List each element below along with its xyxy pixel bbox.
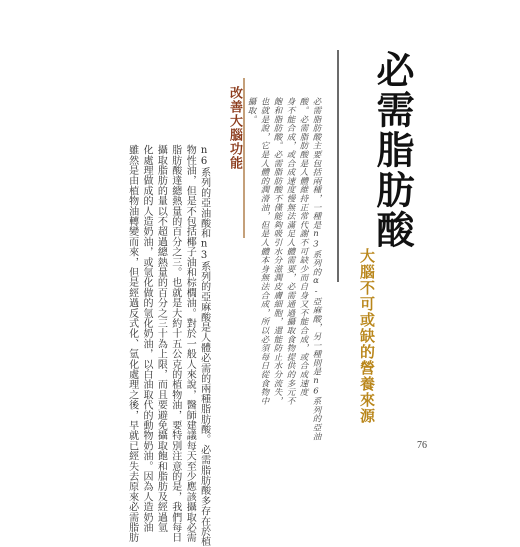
page-title: 必需脂肪酸 [370,50,415,250]
intro-line: 身不能合成，或合成速度慢無法滿足人體需要，必需通過攝取食物提供的多元不 [285,97,295,406]
intro-line: 必需脂肪酸主要包括兩種，一種是n3系列的α-亞麻酸，另一種則是n6系列的亞油 [311,97,321,441]
body-line: n6系列的亞油酸和n3系列的亞麻酸是人體必需的兩種脂肪酸。必需脂肪酸多存在於植 [198,144,210,547]
title-divider [337,50,339,282]
body-line: 化處理做成的人造奶油，或氫化做的氫化奶油，以白油取代的動物奶油。因為人造奶油 [140,144,152,533]
body-line: 雖然是由植物油轉變而來，但是經過反式化、氫化處理之後，早就已經失去原來必需脂肪 [126,144,138,543]
section-accent-bar [243,78,245,238]
intro-line: 也就是說，它是人體的潤滑油，但是人體本身無法合成，所以必須每日從食物中 [259,97,269,406]
intro-line: 酸。必需脂肪酸是人體維持正常代謝不可缺少而自身又不能合成，或合成速度 [298,97,308,397]
body-paragraph [80,100,225,547]
intro-line: 飽和脂肪酸。必需脂肪酸不僅能夠吸引水分滋潤皮膚細胞，還能防止水分流失， [272,97,282,406]
page-subtitle: 大腦不可或缺的營養來源 [358,248,376,424]
intro-line: 攝取。 [246,97,256,124]
section-heading: 改善大腦功能 [227,86,242,170]
body-line: 物性油，但是不包括椰子油和棕櫚油。對於一般人來說，醫師建議每天至少應該攝取必需 [184,144,196,543]
body-line: 脂肪酸達總熱量的百分之三。也就是大約十五公克的植物油，要特別注意的是，我們每日 [169,144,181,543]
body-line: 攝取脂肪的量以不超過總熱量的百分之三十為上限，而且要避免攝取飽和脂肪及經過氫 [155,144,167,533]
page-number: 76 [417,440,427,451]
